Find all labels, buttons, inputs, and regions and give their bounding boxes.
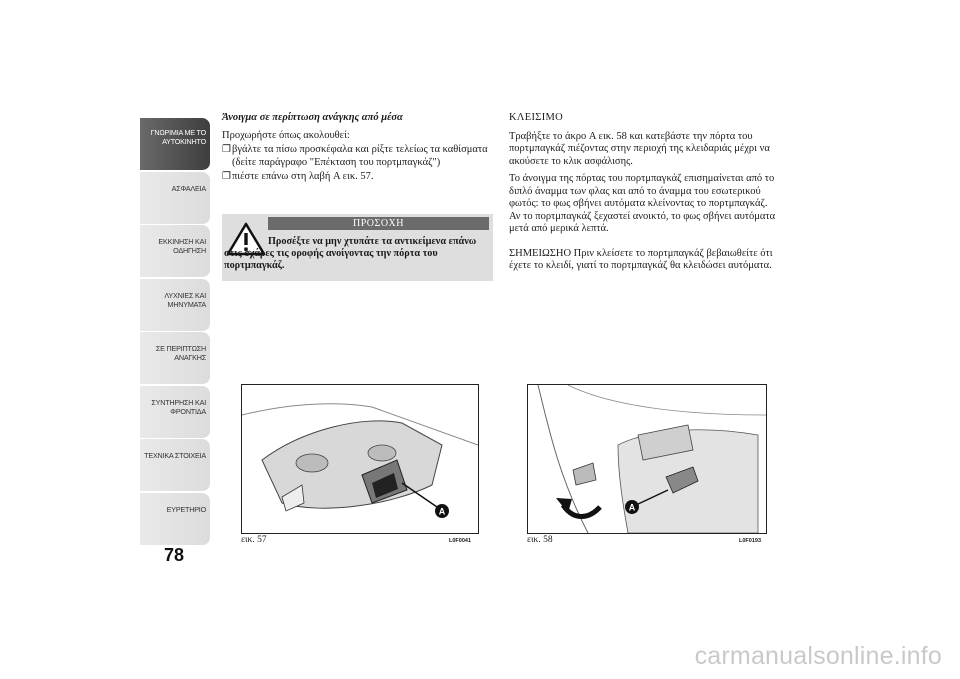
tab-emergency[interactable] — [140, 332, 210, 385]
tab-getting-to-know-car[interactable] — [140, 118, 210, 171]
warning-title: ΠΡΟΣΟΧΗ — [268, 217, 489, 230]
paragraph: Τραβήξτε το άκρο A εικ. 58 και κατεβάστε την πόρτα του πορτμπαγκάζ πιέζοντας στην περιοχή της κλειδαριάς μέχρι να ακούσετε το κλικ ασφάλισης. — [509, 130, 770, 167]
tab-label: ΓΝΩΡΙΜΙΑ ΜΕ ΤΟ ΑΥΤΟΚΙΝΗΤΟ — [150, 128, 206, 146]
tab-index[interactable] — [140, 493, 210, 546]
section-heading: ΚΛΕΙΣΙΜΟ — [509, 112, 564, 123]
warning-box — [222, 214, 493, 281]
tab-starting-driving[interactable] — [140, 225, 210, 278]
left-column — [222, 112, 497, 186]
right-column — [509, 112, 777, 278]
page-number: 78 — [164, 545, 185, 565]
figure-caption: εικ. 57 — [241, 535, 267, 545]
tailgate-handle-drawing — [242, 385, 478, 533]
marker-a: A — [438, 506, 446, 517]
note-paragraph: ΣΗΜΕΙΩΣΗΟ Πριν κλείσετε το πορτμπαγκάζ βεβαιωθείτε ότι έχετε το κλειδί, γιατί το πορτμπαγκάζ θα κλειδώσει αυτόματα. — [509, 247, 773, 271]
list-item-text: πιέστε επάνω στη λαβή A εικ. 57. — [232, 171, 374, 182]
chapter-tab-list — [140, 118, 210, 546]
tab-label: ΛΥΧΝΙΕΣ ΚΑΙ ΜΗΝΥΜΑΤΑ — [164, 290, 206, 309]
checkbox-bullet-icon: ❐ — [222, 144, 231, 155]
figure-code: L0F0193 — [739, 538, 762, 544]
tab-maintenance[interactable] — [140, 386, 210, 439]
tab-safety[interactable] — [140, 172, 210, 225]
figure-58-illustration — [527, 384, 767, 534]
tab-label: ΤΕΧΝΙΚΑ ΣΤΟΙΧΕΙΑ — [144, 451, 206, 460]
figure-code: L0F0041 — [449, 538, 472, 544]
list-item-text: βγάλτε τα πίσω προσκέφαλα και ρίξτε τελείως τα καθίσματα (δείτε παράγραφο "Επέκταση του πορτμπαγκάζ") — [232, 144, 488, 168]
tab-label: ΕΥΡΕΤΗΡΙΟ — [166, 504, 206, 514]
figure-caption: εικ. 58 — [527, 535, 553, 545]
tab-technical-data[interactable] — [140, 439, 210, 492]
tailgate-closing-drawing — [528, 385, 766, 533]
list-item — [222, 144, 497, 169]
section-heading: Άνοιγμα σε περίπτωση ανάγκης από μέσα — [222, 112, 403, 123]
tab-warning-lights[interactable] — [140, 279, 210, 332]
checkbox-bullet-icon: ❐ — [222, 171, 231, 182]
tab-label: ΣΥΝΤΗΡΗΣΗ ΚΑΙ ΦΡΟΝΤΙΔΑ — [151, 397, 206, 416]
list-item — [222, 171, 497, 184]
tab-label: ΕΚΚΙΝΗΣΗ ΚΑΙ ΟΔΗΓΗΣΗ — [158, 237, 206, 255]
watermark: carmanualsonline.info — [694, 642, 942, 670]
marker-a: A — [628, 502, 636, 513]
intro-text: Προχωρήστε όπως ακολουθεί: — [222, 129, 350, 141]
figure-57-illustration — [241, 384, 479, 534]
tab-label: ΣΕ ΠΕΡΙΠΤΩΣΗ ΑΝΑΓΚΗΣ — [155, 344, 206, 362]
tab-label: ΑΣΦΑΛΕΙΑ — [171, 183, 206, 193]
warning-text: Προσέξτε να μην χτυπάτε τα αντικείμενα επάνω στις σχάρες τις οροφής ανοίγοντας την πόρτα του πορτμπαγκάζ. — [224, 236, 477, 271]
paragraph: Το άνοιγμα της πόρτας του πορτμπαγκάζ επισημαίνεται από το διπλό άναμμα των φλας και από το άναμμα του εσωτερικού φωτός: το φως σβήνει αυτόματα κλείνοντας το πορτμπαγκάζ. Αν το πορτμπαγκάζ ξεχαστεί ανοικτό, το φως σβήνει αυτόματα μετά από μερικά λεπτά. — [509, 173, 776, 234]
